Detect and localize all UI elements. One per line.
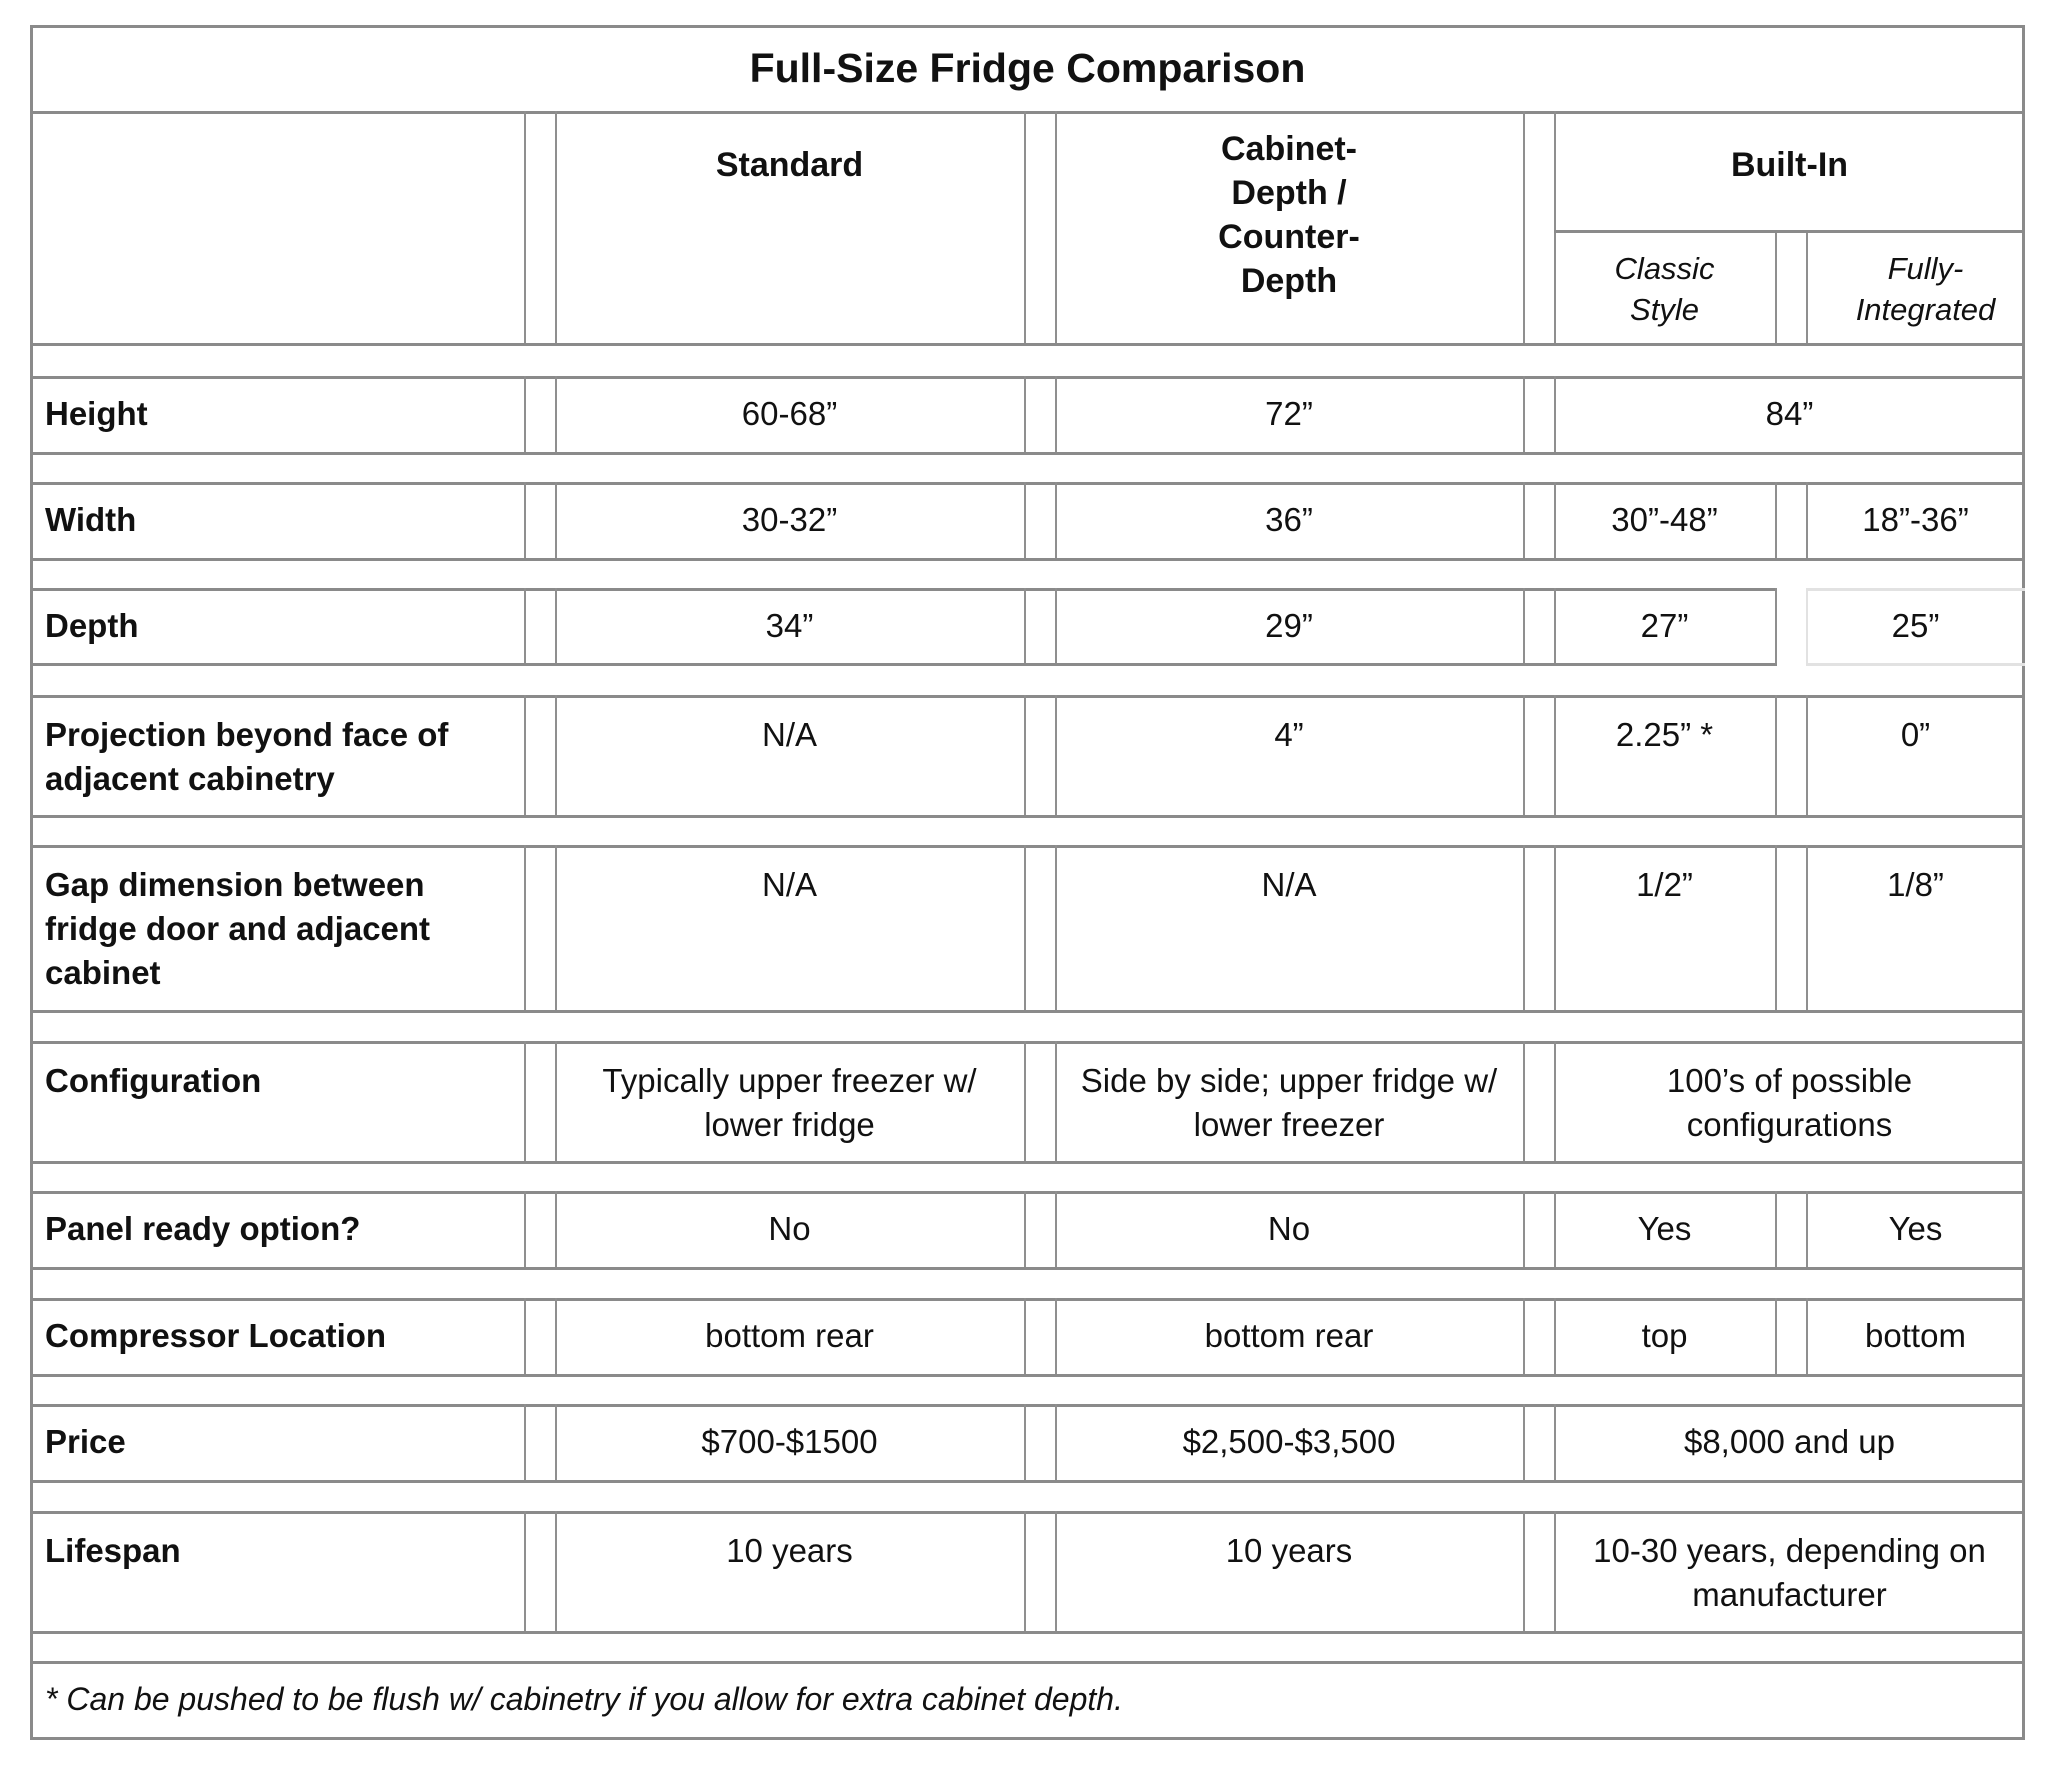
- vertical-rule: [524, 1404, 526, 1480]
- row-label-panel-ready: Panel ready option?: [45, 1210, 361, 1247]
- cell-width-cabinet-depth: 36”: [1265, 501, 1313, 538]
- vertical-rule: [1775, 230, 1777, 343]
- vertical-rule: [1523, 1298, 1525, 1374]
- cell-gap-dimension-classic-style: 1/2”: [1636, 866, 1693, 903]
- row-label-price: Price: [45, 1423, 126, 1460]
- vertical-rule: [1523, 1404, 1525, 1480]
- vertical-rule: [1523, 1191, 1525, 1267]
- vertical-rule: [524, 695, 526, 815]
- cell-compressor-location-standard: bottom rear: [705, 1317, 874, 1354]
- subheader-classic-style: Classic Style: [1614, 251, 1715, 327]
- vertical-rule: [1775, 695, 1777, 815]
- horizontal-rule: [1806, 663, 2025, 666]
- cell-gap-dimension-cabinet-depth: N/A: [1261, 866, 1317, 903]
- vertical-rule: [1775, 482, 1777, 558]
- horizontal-rule: [30, 663, 1777, 666]
- row-label-height: Height: [45, 395, 148, 432]
- row-label-depth: Depth: [45, 606, 139, 644]
- vertical-rule: [1024, 1041, 1026, 1161]
- vertical-rule: [1024, 1191, 1026, 1267]
- column-header-cabinet-depth: Cabinet-Depth / Counter-Depth: [1218, 130, 1360, 300]
- row-label-width: Width: [45, 501, 137, 538]
- row-label-gap-dimension: Gap dimension between fridge door and adjacent cabinet: [45, 866, 431, 991]
- cell-panel-ready-cabinet-depth: No: [1267, 1210, 1311, 1247]
- cell-configuration-cabinet-depth: Side by side; upper fridge w/ lower freezer: [1080, 1062, 1498, 1143]
- cell-projection-cabinet-depth: 4”: [1274, 716, 1304, 753]
- cell-projection-fully-integrated: 0”: [1900, 716, 1931, 753]
- cell-price-cabinet-depth: $2,500-$3,500: [1182, 1423, 1396, 1460]
- horizontal-rule: [30, 1480, 2025, 1483]
- cell-price-standard: $700-$1500: [701, 1423, 878, 1460]
- cell-lifespan-standard: 10 years: [726, 1532, 853, 1569]
- vertical-rule: [1024, 695, 1026, 815]
- vertical-rule: [1523, 1511, 1525, 1631]
- vertical-rule: [1523, 845, 1525, 1010]
- vertical-rule: [1523, 482, 1525, 558]
- horizontal-rule: [30, 1631, 2025, 1634]
- cell-configuration-standard: Typically upper freezer w/ lower fridge: [602, 1062, 977, 1143]
- cell-lifespan-built-in: 10-30 years, depending on manufacturer: [1593, 1532, 1986, 1613]
- vertical-rule: [1024, 482, 1026, 558]
- horizontal-rule: [30, 1267, 2025, 1270]
- horizontal-rule: [30, 1161, 2025, 1164]
- horizontal-rule: [30, 558, 2025, 561]
- horizontal-rule: [30, 1374, 2025, 1377]
- vertical-rule: [524, 376, 526, 452]
- cell-compressor-location-fully-integrated: bottom: [1865, 1317, 1966, 1354]
- cell-lifespan-cabinet-depth: 10 years: [1225, 1532, 1353, 1569]
- vertical-rule: [1523, 376, 1525, 452]
- cell-width-standard: 30-32”: [741, 501, 838, 538]
- cell-compressor-location-cabinet-depth: bottom rear: [1204, 1317, 1374, 1354]
- vertical-rule: [524, 1298, 526, 1374]
- vertical-rule: [524, 1041, 526, 1161]
- vertical-rule: [1024, 1298, 1026, 1374]
- vertical-rule: [524, 845, 526, 1010]
- row-label-projection: Projection beyond face of adjacent cabinetry: [45, 716, 449, 797]
- horizontal-rule: [30, 1737, 2025, 1740]
- vertical-rule: [1523, 1041, 1525, 1161]
- horizontal-rule: [30, 343, 2025, 346]
- vertical-rule: [524, 482, 526, 558]
- cell-panel-ready-classic-style: Yes: [1637, 1210, 1692, 1247]
- cell-gap-dimension-standard: N/A: [761, 866, 817, 903]
- cell-projection-classic-style: 2.25” *: [1615, 716, 1714, 753]
- vertical-rule: [1775, 1298, 1777, 1374]
- cell-depth-standard: 34”: [765, 606, 814, 644]
- cell-height-built-in: 84”: [1765, 395, 1814, 432]
- cell-price-built-in: $8,000 and up: [1683, 1423, 1896, 1460]
- vertical-rule: [1024, 588, 1026, 663]
- vertical-rule: [1024, 1511, 1026, 1631]
- column-header-built-in: Built-In: [1730, 146, 1849, 184]
- vertical-rule: [1775, 845, 1777, 1010]
- cell-configuration-built-in: 100’s of possible configurations: [1666, 1062, 1913, 1143]
- column-header-standard: Standard: [715, 146, 864, 184]
- cell-panel-ready-fully-integrated: Yes: [1888, 1210, 1943, 1247]
- vertical-rule: [1523, 111, 1525, 343]
- vertical-rule: [524, 1511, 526, 1631]
- cell-height-standard: 60-68”: [741, 395, 838, 432]
- cell-width-fully-integrated: 18”-36”: [1862, 501, 1969, 538]
- vertical-rule: [1775, 588, 1777, 663]
- row-label-configuration: Configuration: [45, 1062, 262, 1099]
- table-title: Full-Size Fridge Comparison: [749, 45, 1306, 91]
- vertical-rule: [1024, 376, 1026, 452]
- vertical-rule: [1775, 1191, 1777, 1267]
- vertical-rule: [1024, 1404, 1026, 1480]
- vertical-rule: [1024, 845, 1026, 1010]
- cell-depth-classic-style: 27”: [1640, 606, 1689, 644]
- cell-depth-cabinet-depth: 29”: [1265, 606, 1313, 644]
- cell-gap-dimension-fully-integrated: 1/8”: [1887, 866, 1944, 903]
- row-label-compressor-location: Compressor Location: [45, 1317, 387, 1354]
- row-label-lifespan: Lifespan: [45, 1532, 181, 1569]
- horizontal-rule: [30, 452, 2025, 455]
- vertical-rule: [524, 1191, 526, 1267]
- vertical-rule: [524, 588, 526, 663]
- subheader-fully-integrated: Fully-Integrated: [1855, 251, 1996, 327]
- footnote: * Can be pushed to be flush w/ cabinetry if you allow for extra cabinet depth.: [45, 1681, 1123, 1717]
- vertical-rule: [1024, 111, 1026, 343]
- horizontal-rule: [30, 1010, 2025, 1013]
- vertical-rule: [1523, 588, 1525, 663]
- cell-projection-standard: N/A: [761, 716, 817, 753]
- vertical-rule: [524, 111, 526, 343]
- vertical-rule: [1523, 695, 1525, 815]
- horizontal-rule: [30, 815, 2025, 818]
- cell-height-cabinet-depth: 72”: [1265, 395, 1313, 432]
- cell-depth-fully-integrated: 25”: [1891, 606, 1940, 644]
- cell-panel-ready-standard: No: [768, 1210, 811, 1247]
- cell-width-classic-style: 30”-48”: [1611, 501, 1718, 538]
- cell-compressor-location-classic-style: top: [1641, 1317, 1688, 1354]
